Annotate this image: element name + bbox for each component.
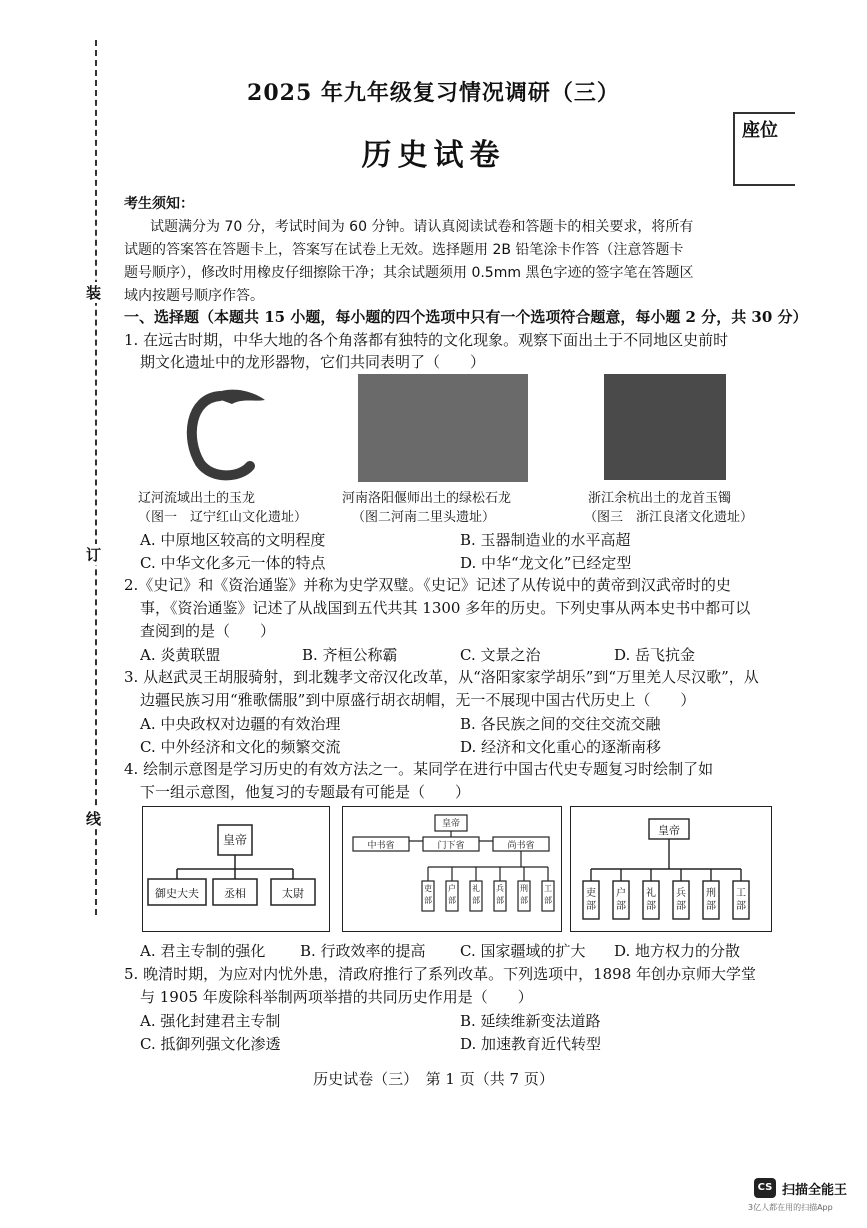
figure-caption: （图二河南二里头遗址） bbox=[352, 510, 496, 525]
diagram-node: 刑部 bbox=[706, 888, 716, 912]
diagram-node: 工部 bbox=[544, 884, 552, 905]
notice-heading: 考生须知： bbox=[124, 196, 194, 212]
q2-option-a: A. 炎黄联盟 bbox=[140, 646, 221, 664]
notice-line: 域内按题号顺序作答。 bbox=[124, 288, 264, 304]
q4-stem: 下一组示意图，他复习的专题最有可能是（ ） bbox=[140, 783, 471, 801]
q2-stem: 事，《资治通鉴》记述了从战国到五代共其 1300 多年的历史。下列史事从两本史书中都可以 bbox=[140, 599, 751, 617]
figure-caption: 浙江余杭出土的龙首玉镯 bbox=[588, 491, 732, 506]
diagram-node: 御史大夫 bbox=[155, 887, 199, 900]
q3-stem: 3. 从赵武灵王胡服骑射，到北魏孝文帝汉化改革，从“洛阳家家学胡乐”到“万里羌人尽汉歌”，从 bbox=[124, 668, 759, 686]
camscanner-logo-icon: CS bbox=[754, 1178, 776, 1198]
q2-option-d: D. 岳飞抗金 bbox=[614, 646, 696, 664]
diagram-node: 皇帝 bbox=[441, 819, 460, 829]
notice-line: 试题满分为 70 分，考试时间为 60 分钟。请认真阅读试卷和答题卡的相关要求，将所有 bbox=[150, 219, 694, 235]
diagram-1 bbox=[142, 806, 330, 932]
q1-option-d: D. 中华“龙文化”已经定型 bbox=[460, 554, 632, 572]
q5-stem: 与 1905 年废除科举制两项举措的共同历史作用是（ ） bbox=[140, 988, 533, 1006]
binding-char-zhuang: 装 bbox=[86, 284, 102, 302]
diagram-node: 皇帝 bbox=[658, 824, 680, 837]
diagram-2 bbox=[342, 806, 562, 932]
q4-option-a: A. 君主专制的强化 bbox=[140, 942, 266, 960]
figure-caption: （图一 辽宁红山文化遗址） bbox=[138, 510, 308, 525]
diagram-node: 尚书省 bbox=[507, 841, 535, 851]
jade-dragon-image bbox=[170, 378, 280, 488]
diagram-node: 吏部 bbox=[586, 888, 596, 912]
q2-option-b: B. 齐桓公称霸 bbox=[302, 646, 398, 664]
diagram-node: 礼部 bbox=[646, 888, 656, 912]
diagram-node: 礼部 bbox=[472, 884, 480, 905]
diagram-node: 刑部 bbox=[520, 884, 528, 905]
q1-option-b: B. 玉器制造业的水平高超 bbox=[460, 531, 631, 549]
page-title: 2025 年九年级复习情况调研（三） bbox=[247, 80, 620, 106]
section-heading: 一、选择题（本题共 15 小题，每小题的四个选项中只有一个选项符合题意，每小题 2 分，共 30 分） bbox=[124, 308, 808, 326]
page-subtitle: 历史试卷 bbox=[361, 138, 506, 173]
q5-option-c: C. 抵御列强文化渗透 bbox=[140, 1035, 281, 1053]
q2-stem: 2.《史记》和《资治通鉴》并称为史学双璧。《史记》记述了从传说中的黄帝到汉武帝时的史 bbox=[124, 576, 731, 594]
q2-option-c: C. 文景之治 bbox=[460, 646, 541, 664]
q1-option-c: C. 中华文化多元一体的特点 bbox=[140, 554, 326, 572]
diagram-node: 丞相 bbox=[224, 887, 246, 900]
diagram-3 bbox=[570, 806, 772, 932]
q1-stem: 1. 在远古时期，中华大地的各个角落都有独特的文化现象。观察下面出土于不同地区史前时 bbox=[124, 331, 729, 349]
q3-stem: 边疆民族习用“雅歌儒服”到中原盛行胡衣胡帽，无一不展现中国古代历史上（ ） bbox=[140, 691, 696, 709]
q4-option-b: B. 行政效率的提高 bbox=[300, 942, 426, 960]
diagram-node: 工部 bbox=[736, 888, 746, 912]
q4-option-d: D. 地方权力的分散 bbox=[614, 942, 741, 960]
diagram-node: 太尉 bbox=[282, 887, 304, 900]
brand-tagline: 3亿人都在用的扫描App bbox=[748, 1203, 833, 1212]
diagram-node: 门下省 bbox=[437, 841, 465, 851]
diagram-node: 兵部 bbox=[496, 884, 504, 905]
q4-stem: 4. 绘制示意图是学习历史的有效方法之一。某同学在进行中国古代史专题复习时绘制了如 bbox=[124, 760, 714, 778]
q3-option-d: D. 经济和文化重心的逐渐南移 bbox=[460, 738, 662, 756]
q5-option-d: D. 加速教育近代转型 bbox=[460, 1035, 602, 1053]
brand-name: 扫描全能王 bbox=[782, 1183, 848, 1198]
diagram-node: 中书省 bbox=[367, 841, 395, 851]
q3-option-b: B. 各民族之间的交往交流交融 bbox=[460, 715, 661, 733]
diagram-node: 户部 bbox=[616, 888, 626, 912]
q5-stem: 5. 晚清时期，为应对内忧外患，清政府推行了系列改革。下列选项中，1898 年创办京师大学堂 bbox=[124, 965, 757, 983]
figure-caption: （图三 浙江良渚文化遗址） bbox=[584, 510, 754, 525]
page-footer: 历史试卷（三） 第 1 页（共 7 页） bbox=[313, 1070, 554, 1088]
turquoise-dragon-image bbox=[358, 374, 528, 482]
q3-option-a: A. 中央政权对边疆的有效治理 bbox=[140, 715, 341, 733]
q2-stem: 查阅到的是（ ） bbox=[140, 622, 276, 640]
binding-char-ding: 订 bbox=[86, 546, 102, 564]
q1-stem: 期文化遗址中的龙形器物，它们共同表明了（ ） bbox=[140, 353, 486, 371]
seat-label: 座位 bbox=[742, 120, 778, 141]
diagram-node: 吏部 bbox=[424, 884, 432, 905]
notice-line: 试题的答案答在答题卡上，答案写在试卷上无效。选择题用 2B 铅笔涂卡作答（注意答题卡 bbox=[124, 242, 684, 258]
jade-bracelet-image bbox=[604, 374, 726, 480]
q5-option-b: B. 延续维新变法道路 bbox=[460, 1012, 601, 1030]
figure-caption: 辽河流域出土的玉龙 bbox=[138, 491, 256, 506]
binding-char-xian: 线 bbox=[86, 810, 102, 828]
figure-caption: 河南洛阳偃师出土的绿松石龙 bbox=[342, 491, 512, 506]
q5-option-a: A. 强化封建君主专制 bbox=[140, 1012, 281, 1030]
diagram-node: 户部 bbox=[448, 884, 456, 905]
diagram-node: 皇帝 bbox=[222, 833, 247, 847]
q4-option-c: C. 国家疆域的扩大 bbox=[460, 942, 586, 960]
q1-option-a: A. 中原地区较高的文明程度 bbox=[140, 531, 326, 549]
notice-line: 题号顺序），修改时用橡皮仔细擦除干净；其余试题须用 0.5mm 黑色字迹的签字笔在答题区 bbox=[124, 265, 694, 281]
q3-option-c: C. 中外经济和文化的频繁交流 bbox=[140, 738, 341, 756]
diagram-node: 兵部 bbox=[676, 888, 686, 912]
